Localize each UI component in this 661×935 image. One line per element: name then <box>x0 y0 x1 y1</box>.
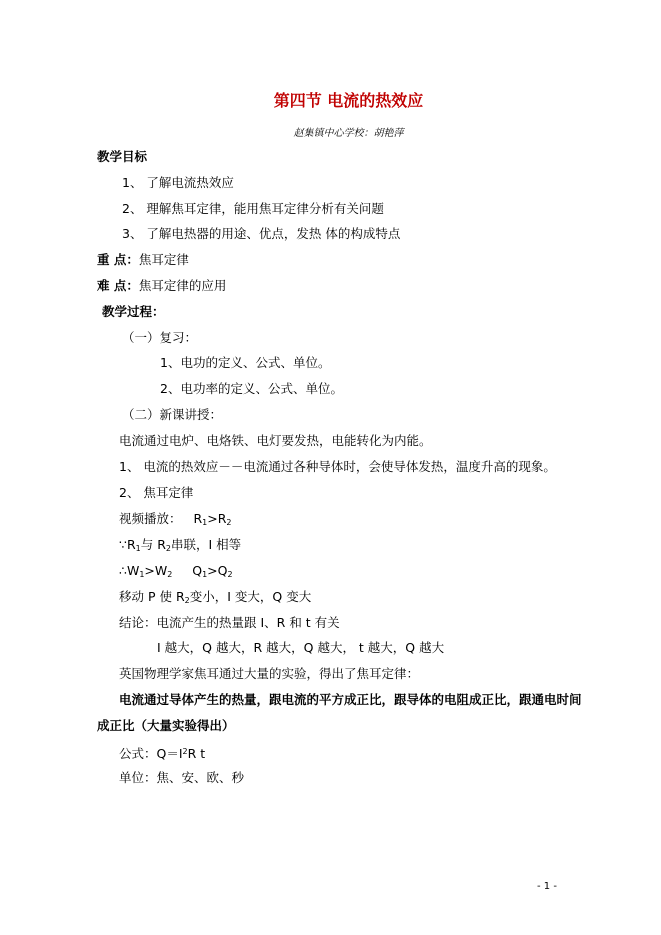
move-line: 移动 P 使 $R_2$变小，I 变大，Q 变大 <box>119 589 312 605</box>
video-line: 视频播放： $R_1>R_2$ <box>119 511 232 527</box>
key-point-text: 焦耳定律 <box>138 252 189 267</box>
key-point-line <box>97 252 189 268</box>
point-heat-effect: 1、 电流的热效应－－电流通过各种导体时，会使导体发热，温度升高的现象。 <box>119 459 556 474</box>
key-point-label: 重 点： <box>97 252 139 267</box>
law-statement-cont: 成正比（大量实验得出） <box>97 718 235 733</box>
therefore-line: $\therefore W_1>W_2$ $Q_1>Q_2$ <box>119 563 233 579</box>
conclusion-line: 结论：电流产生的热量跟 I、R 和 t 有关 <box>119 615 340 630</box>
physicist-line: 英国物理学家焦耳通过大量的实验，得出了焦耳定律： <box>119 666 420 681</box>
new-lesson-heading: （二）新课讲授： <box>122 407 223 422</box>
conclusion-detail: I 越大，Q 越大，R 越大，Q 越大， t 越大，Q 越大 <box>157 640 445 655</box>
objective-item: 1、 了解电流热效应 <box>122 175 234 190</box>
objective-item: 2、 理解焦耳定律，能用焦耳定律分析有关问题 <box>122 201 384 216</box>
units-line: 单位：焦、安、欧、秒 <box>119 770 245 785</box>
difficulty-text: 焦耳定律的应用 <box>138 278 227 293</box>
review-item: 1、电功的定义、公式、单位。 <box>160 355 331 370</box>
page-number: - 1 - <box>537 881 557 892</box>
review-item: 2、电功率的定义、公式、单位。 <box>160 381 343 396</box>
author-line: 赵集镇中心学校：胡艳萍 <box>293 128 404 139</box>
because-line: $\because R_1$与 $R_2$串联，I 相等 <box>119 537 242 553</box>
point-joule-law: 2、 焦耳定律 <box>119 485 194 500</box>
review-heading: （一）复习： <box>122 330 198 345</box>
difficulty-label: 难 点： <box>97 278 139 293</box>
intro-text: 电流通过电炉、电烙铁、电灯要发热，电能转化为内能。 <box>119 433 432 448</box>
objective-item: 3、 了解电热器的用途、优点，发热 体的构成特点 <box>122 226 401 241</box>
formula-line: 公式：$Q=I^2R$ t <box>119 746 206 761</box>
process-heading: 教学过程： <box>102 304 165 319</box>
page-title: 第四节 电流的热效应 <box>273 91 424 110</box>
law-statement: 电流通过导体产生的热量，跟电流的平方成正比，跟导体的电阻成正比，跟通电时间 <box>119 692 582 707</box>
difficulty-line <box>97 278 226 294</box>
objectives-heading: 教学目标 <box>97 149 148 164</box>
